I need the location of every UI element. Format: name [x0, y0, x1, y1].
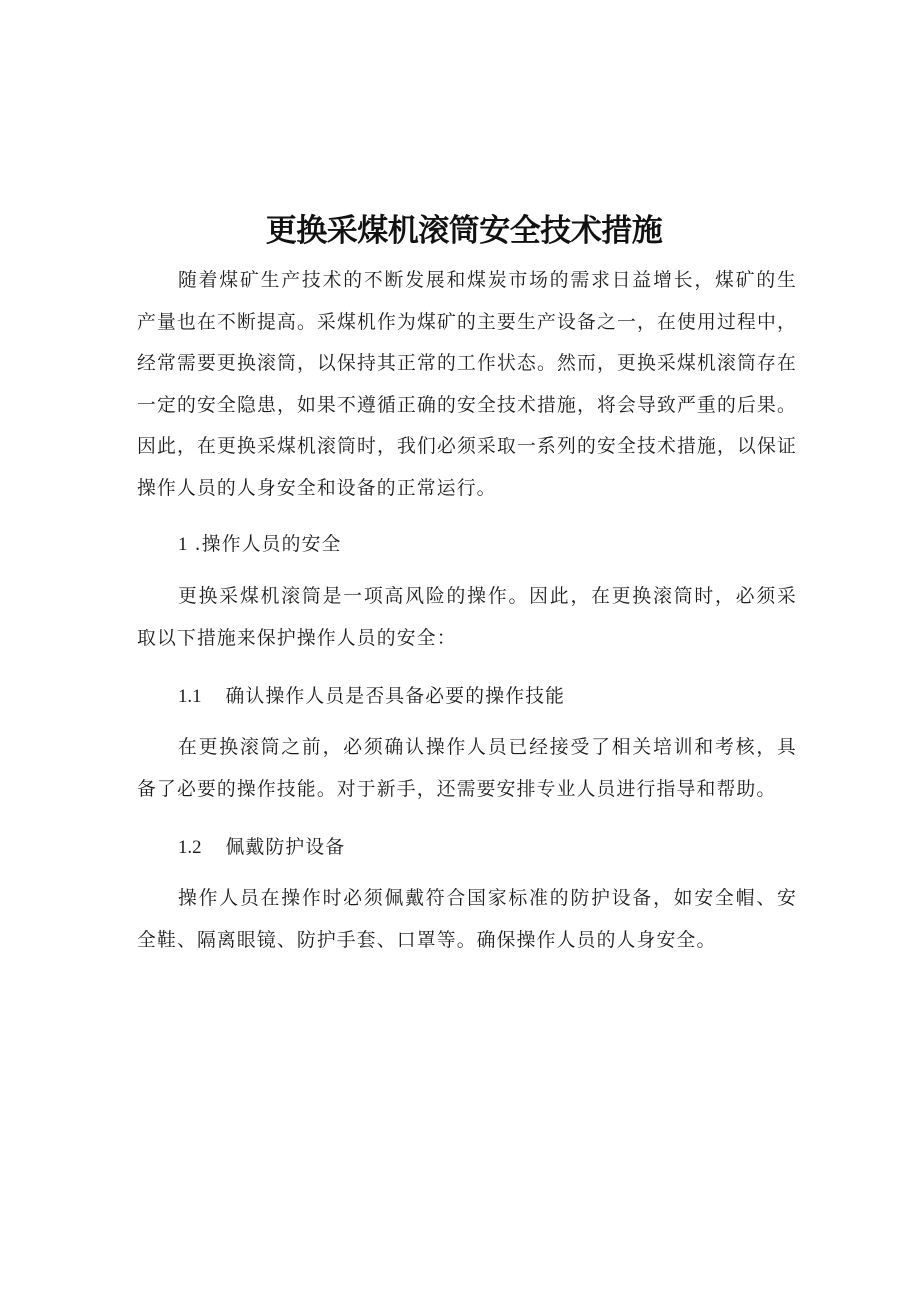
section-1-1-number: 1.1 [178, 686, 202, 707]
section-1-heading [178, 524, 342, 566]
section-1-2-heading [178, 827, 345, 869]
section-1-1-title: 确认操作人员是否具备必要的操作技能 [225, 686, 566, 707]
section-1-title: .操作人员的安全 [194, 534, 342, 555]
section-1-2-title: 佩戴防护设备 [225, 837, 346, 858]
section-1-1-body: 在更换滚筒之前，必须确认操作人员已经接受了相关培训和考核，具备了必要的操作技能。对于新手，还需要安排专业人员进行指导和帮助。 [137, 737, 797, 800]
section-1-body: 更换采煤机滚筒是一项高风险的操作。因此，在更换滚筒时，必须采取以下措施来保护操作人员的安全： [137, 586, 797, 649]
section-1-1-heading [178, 676, 565, 718]
section-1-2-number: 1.2 [178, 837, 202, 858]
section-1-2-body: 操作人员在操作时必须佩戴符合国家标准的防护设备，如安全帽、安全鞋、隔离眼镜、防护手套、口罩等。确保操作人员的人身安全。 [137, 888, 797, 951]
section-1-number: 1 [178, 534, 188, 555]
document-title: 更换采煤机滚筒安全技术措施 [265, 213, 663, 249]
intro-paragraph: 随着煤矿生产技术的不断发展和煤炭市场的需求日益增长，煤矿的生产量也在不断提高。采煤机作为煤矿的主要生产设备之一，在使用过程中，经常需要更换滚筒，以保持其正常的工作状态。然而，更换采煤机滚筒存在一定的安全隐患，如果不遵循正确的安全技术措施，将会导致严重的后果。因此，在更换采煤机滚筒时，我们必须采取一系列的安全技术措施，以保证操作人员的人身安全和设备的正常运行。 [137, 270, 797, 499]
